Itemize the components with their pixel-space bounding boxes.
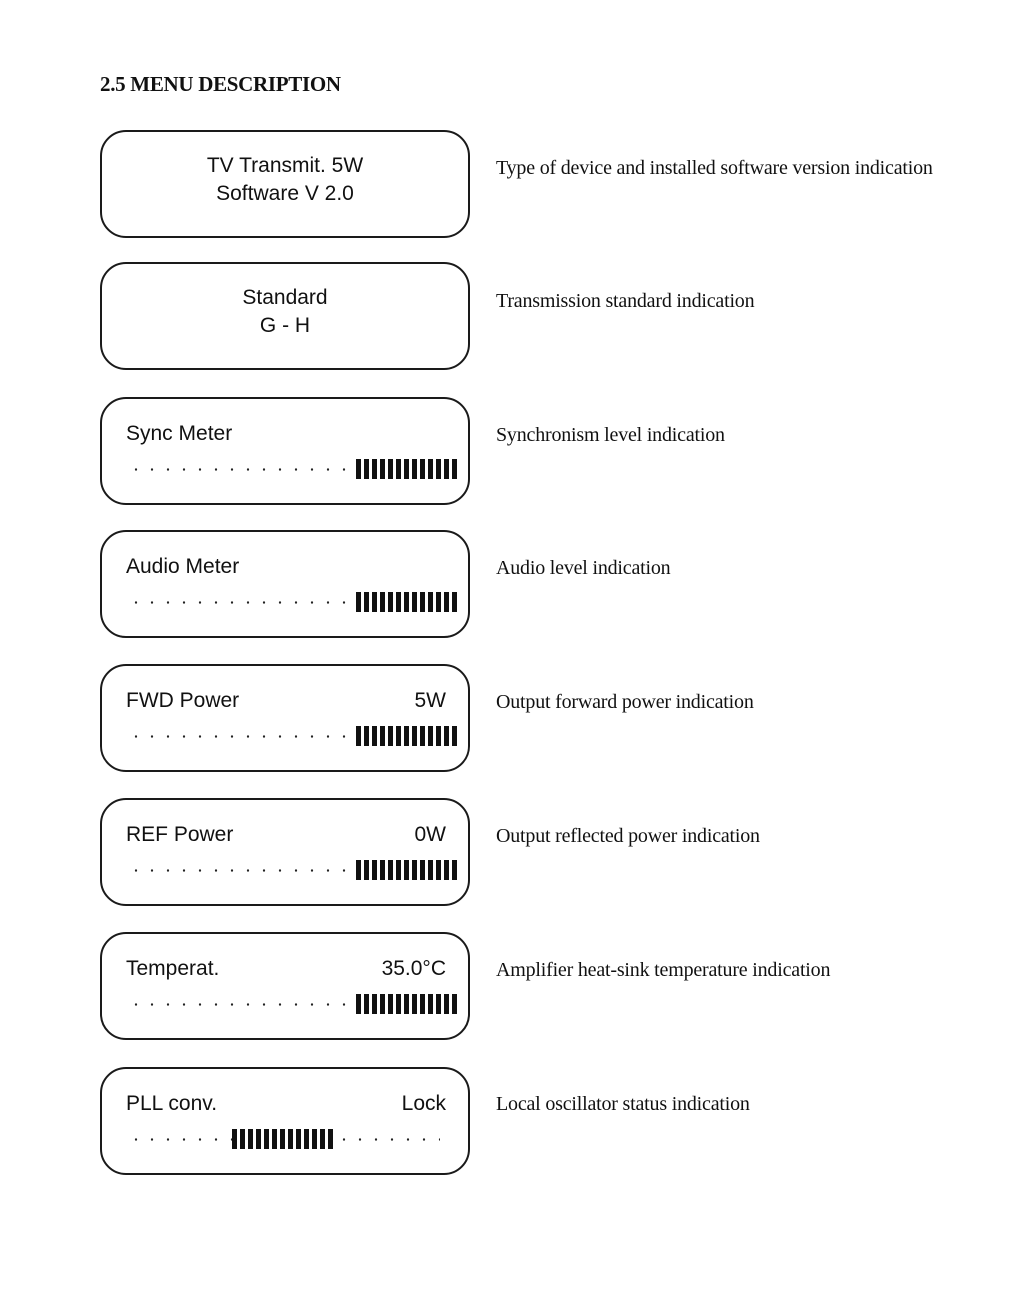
display-label: Sync Meter bbox=[126, 422, 233, 445]
menu-display-pll bbox=[100, 1067, 470, 1175]
display-value: Lock bbox=[401, 1092, 446, 1115]
display-line-2: Software V 2.0 bbox=[216, 182, 354, 205]
display-line-2: G - H bbox=[259, 314, 311, 337]
display-value: 35.0°C bbox=[381, 957, 446, 980]
level-meter bbox=[126, 457, 458, 481]
meter-dots bbox=[126, 601, 356, 604]
meter-dots-right bbox=[334, 1138, 440, 1141]
meter-bars bbox=[356, 860, 458, 880]
menu-description: Type of device and installed software version indication bbox=[496, 157, 933, 179]
display-value: 5W bbox=[414, 689, 446, 712]
display-value: 0W bbox=[414, 823, 446, 846]
meter-dots bbox=[126, 735, 356, 738]
display-label: FWD Power bbox=[126, 689, 240, 712]
menu-display-standard bbox=[100, 262, 470, 370]
meter-bars bbox=[356, 726, 458, 746]
level-meter bbox=[126, 724, 458, 748]
level-meter bbox=[126, 1127, 458, 1151]
menu-description: Transmission standard indication bbox=[496, 290, 755, 312]
menu-display-temperature bbox=[100, 932, 470, 1040]
menu-display-ref-power bbox=[100, 798, 470, 906]
meter-dots bbox=[126, 1003, 356, 1006]
meter-bars bbox=[356, 459, 458, 479]
level-meter bbox=[126, 590, 458, 614]
meter-bars bbox=[232, 1129, 334, 1149]
meter-dots bbox=[126, 468, 356, 471]
level-meter bbox=[126, 992, 458, 1016]
menu-description: Amplifier heat-sink temperature indication bbox=[496, 959, 831, 981]
display-line-1: TV Transmit. 5W bbox=[206, 154, 364, 177]
section-heading: 2.5 MENU DESCRIPTION bbox=[100, 72, 341, 96]
display-line-1: Standard bbox=[242, 286, 328, 309]
level-meter bbox=[126, 858, 458, 882]
menu-description: Output forward power indication bbox=[496, 691, 754, 713]
display-label: REF Power bbox=[126, 823, 234, 846]
menu-display-audio-meter bbox=[100, 530, 470, 638]
meter-dots bbox=[126, 869, 356, 872]
menu-description: Output reflected power indication bbox=[496, 825, 760, 847]
display-label: Temperat. bbox=[126, 957, 220, 980]
menu-description: Local oscillator status indication bbox=[496, 1093, 750, 1115]
meter-dots-left bbox=[126, 1138, 232, 1141]
meter-bars bbox=[356, 592, 458, 612]
menu-display-fwd-power bbox=[100, 664, 470, 772]
menu-display-sync-meter bbox=[100, 397, 470, 505]
menu-description: Audio level indication bbox=[496, 557, 671, 579]
display-label: PLL conv. bbox=[126, 1092, 218, 1115]
meter-bars bbox=[356, 994, 458, 1014]
menu-display-device bbox=[100, 130, 470, 238]
display-label: Audio Meter bbox=[126, 555, 240, 578]
menu-description: Synchronism level indication bbox=[496, 424, 725, 446]
